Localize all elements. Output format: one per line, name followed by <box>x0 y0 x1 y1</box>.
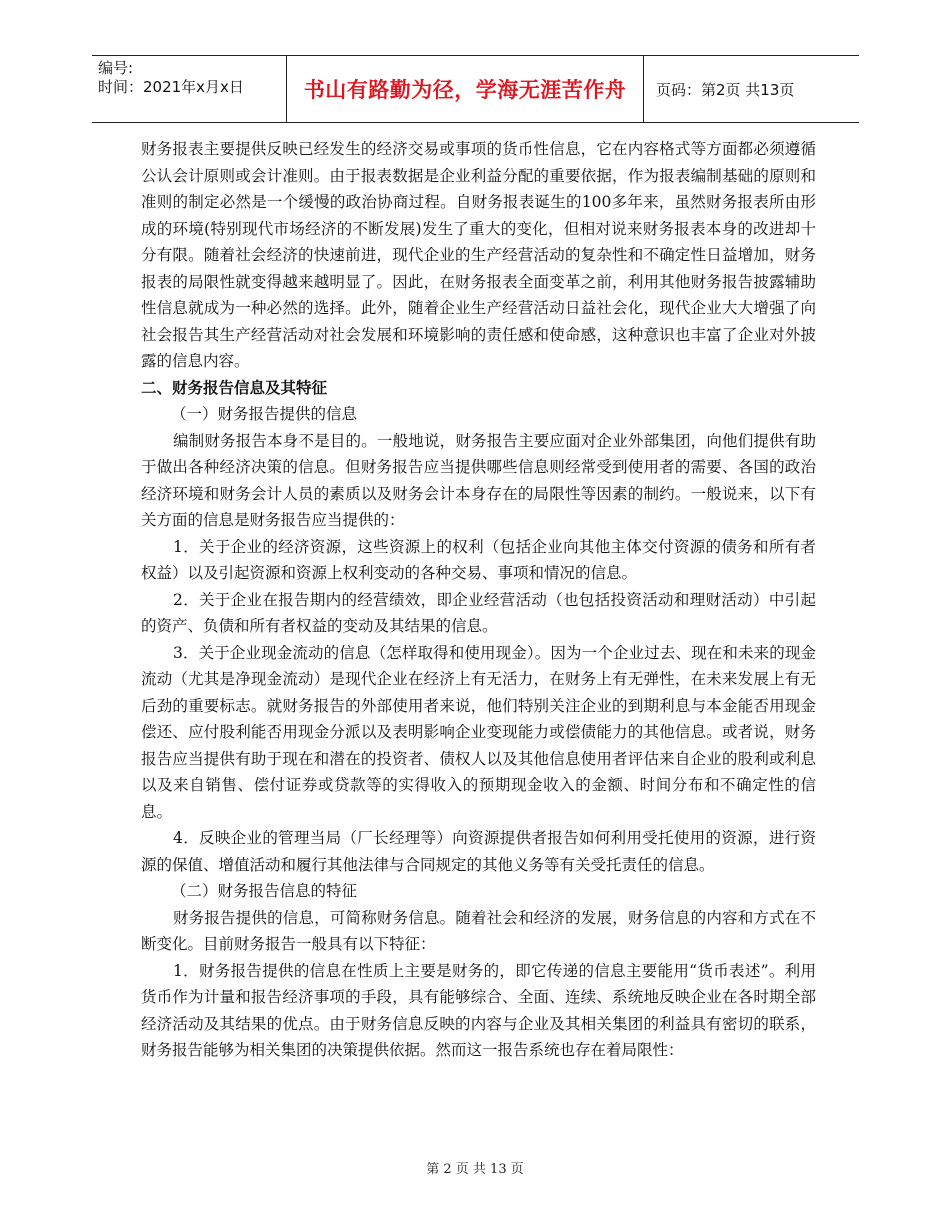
paragraph-8: 1．财务报告提供的信息在性质上主要是财务的，即它传递的信息主要能用“货币表述”。利用货币作为计量和报告经济事项的手段，具有能够综合、全面、连续、系统地反映企业在各时期全部经济活动及其结果的优点。由于财务信息反映的内容与企业及其相关集团的利益具有密切的联系，财务报告能够为相关集团的决策提供依据。然而这一报告系统也存在着局限性： <box>141 961 816 1059</box>
paragraph-1: 财务报表主要提供反映已经发生的经济交易或事项的货币性信息，它在内容格式等方面都必须遵循公认会计原则或会计准则。由于报表数据是企业利益分配的重要依据，作为报表编制基础的原则和准则的制定必然是一个缓慢的政治协商过程。自财务报表诞生的100多年来，虽然财务报表所由形成的环境(特别现代市场经济的不断发展)发生了重大的变化，但相对说来财务报表本身的改进却十分有限。随着社会经济的快速前进，现代企业的生产经营活动的复杂性和不确定性日益增加，财务报表的局限性就变得越来越明显了。因此，在财务报表全面变革之前，利用其他财务报告披露辅助性信息就成为一种必然的选择。此外，随着企业生产经营活动日益社会化，现代企业大大增强了向社会报告其生产经营活动对社会发展和环境影响的责任感和使命感，这种意识也丰富了企业对外披露的信息内容。 <box>141 140 816 370</box>
paragraph-7: 财务报告提供的信息，可简称财务信息。随着社会和经济的发展，财务信息的内容和方式在不断变化。目前财务报告一般具有以下特征： <box>141 908 816 953</box>
time-label: 时间：2021年x月x日 <box>98 78 244 96</box>
number-label: 编号: <box>98 59 134 77</box>
paragraph-6: 4．反映企业的管理当局（厂长经理等）向资源提供者报告如何利用受托使用的资源，进行资源的保值、增值活动和履行其他法律与合同规定的其他义务等有关受托责任的信息。 <box>141 829 816 874</box>
header-motto: 书山有路勤为径，学海无涯苦作舟 <box>286 56 644 122</box>
page-header <box>92 55 859 123</box>
paragraph-5: 3．关于企业现金流动的信息（怎样取得和使用现金）。因为一个企业过去、现在和未来的现金流动（尤其是净现金流动）是现代企业在经济上有无活力，在财务上有无弹性，在未来发展上有无后劲的重要标志。就财务报告的外部使用者来说，他们特别关注企业的到期利息与本金能否用现金偿还、应付股利能否用现金分派以及表明影响企业变现能力或偿债能力的其他信息。或者说，财务报告应当提供有助于现在和潜在的投资者、债权人以及其他信息使用者评估来自企业的股利或利息以及来自销售、偿付证券或贷款等的实得收入的预期现金收入的金额、时间分布和不确定性的信息。 <box>141 643 816 821</box>
subheading-2: （二）财务报告信息的特征 <box>171 882 358 900</box>
section-heading: 二、财务报告信息及其特征 <box>141 378 328 397</box>
document-body <box>141 136 816 1064</box>
paragraph-3: 1．关于企业的经济资源，这些资源上的权利（包括企业向其他主体交付资源的债务和所有者权益）以及引起资源和资源上权利变动的各种交易、事项和情况的信息。 <box>141 537 816 582</box>
paragraph-2: 编制财务报告本身不是目的。一般地说，财务报告主要应面对企业外部集团，向他们提供有助于做出各种经济决策的信息。但财务报告应当提供哪些信息则经常受到使用者的需要、各国的政治经济环境和财务会计人员的素质以及财务会计本身存在的局限性等因素的制约。一般说来，以下有关方面的信息是财务报告应当提供的： <box>141 431 816 529</box>
subheading-1: （一）财务报告提供的信息 <box>171 405 358 423</box>
header-meta <box>98 56 284 122</box>
page-footer: 第 2 页 共 13 页 <box>426 1162 524 1177</box>
paragraph-4: 2．关于企业在报告期内的经营绩效，即企业经营活动（也包括投资活动和理财活动）中引起的资产、负债和所有者权益的变动及其结果的信息。 <box>141 590 816 635</box>
header-page-label: 页码：第2页 共13页 <box>656 80 795 99</box>
